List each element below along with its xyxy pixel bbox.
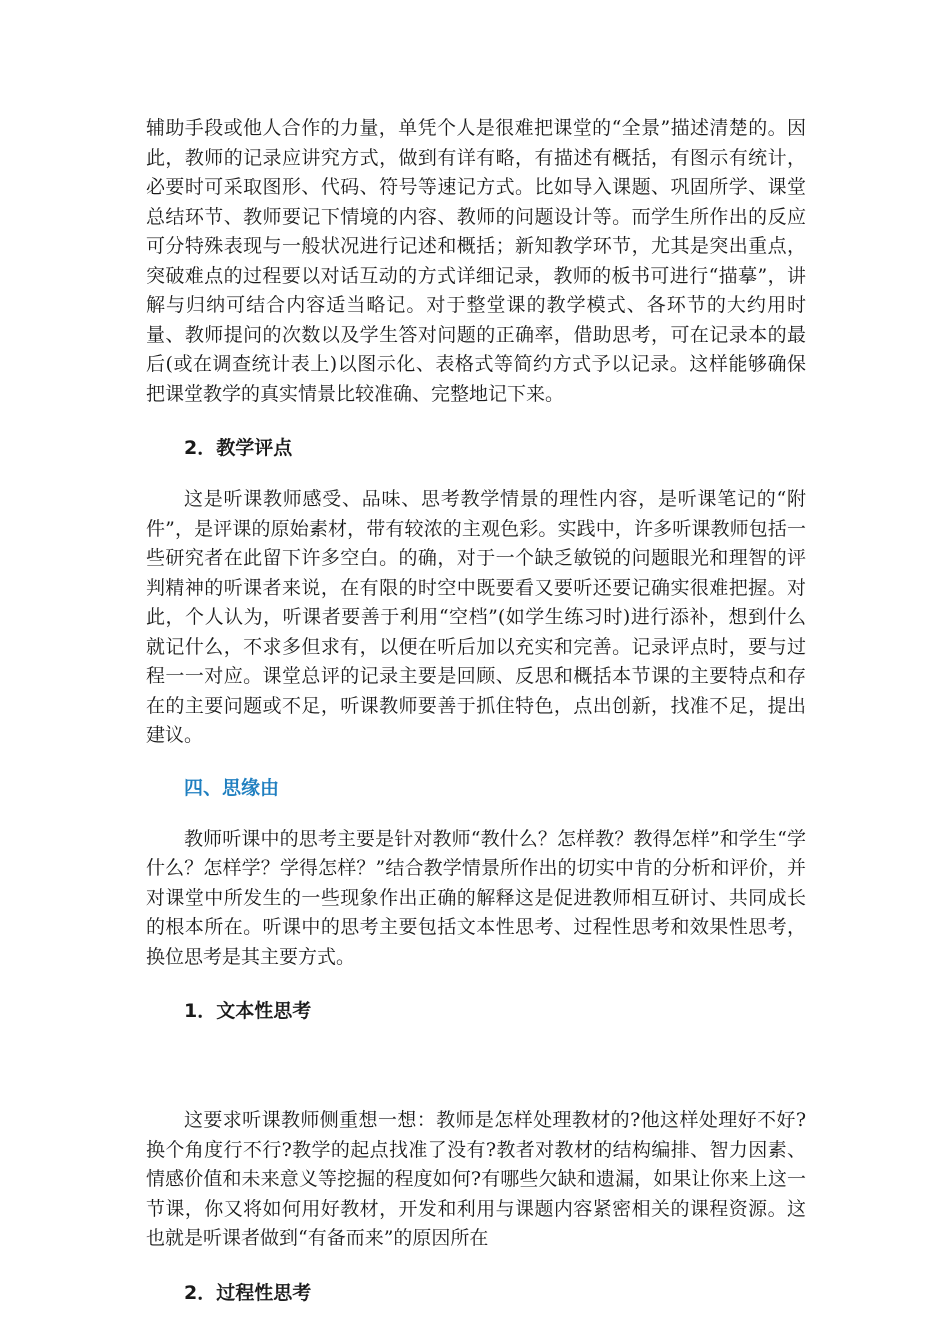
heading-teaching-comments: 2．教学评点 [184,437,293,459]
paragraph-textual-thinking: 这要求听课教师侧重想一想：教师是怎样处理教材的?他这样处理好不好?换个角度行不行?教学的起点找准了没有?教者对教材的结构编排、智力因素、情感价值和未来意义等挖掘的程度如何?有哪些欠缺和遗漏，如果让你来上这一节课，你又将如何用好教材，开发和利用与课题内容紧密相关的课程资源。这也就是听课者做到“有备而来”的原因所在 [146,1109,806,1249]
paragraph-recording-methods: 辅助手段或他人合作的力量，单凭个人是很难把课堂的“全景”描述清楚的。因此，教师的记录应讲究方式，做到有详有略，有描述有概括，有图示有统计，必要时可采取图形、代码、符号等速记方式。比如导入课题、巩固所学、课堂总结环节、教师要记下情境的内容、教师的问题设计等。而学生所作出的反应可分特殊表现与一般状况进行记述和概括；新知教学环节，尤其是突出重点，突破难点的过程要以对话互动的方式详细记录，教师的板书可进行“描摹”，讲解与归纳可结合内容适当略记。对于整堂课的教学模式、各环节的大约用时量、教师提问的次数以及学生答对问题的正确率，借助思考，可在记录本的最后(或在调查统计表上)以图示化、表格式等简约方式予以记录。这样能够确保把课堂教学的真实情景比较准确、完整地记下来。 [146,117,806,405]
spacer [146,1026,806,1106]
spacer [146,751,806,773]
heading-textual-thinking: 1．文本性思考 [184,1000,312,1022]
document-body [146,114,806,1308]
paragraph-thinking-overview: 教师听课中的思考主要是针对教师“教什么？怎样教？教得怎样”和学生“学什么？怎样学？学得怎样？”结合教学情景所作出的切实中肯的分析和评价，并对课堂中所发生的一些现象作出正确的解释这是促进教师相互研讨、共同成长的根本所在。听课中的思考主要包括文本性思考、过程性思考和效果性思考，换位思考是其主要方式。 [146,827,806,968]
spacer [146,409,806,433]
spacer [146,1254,806,1278]
spacer [146,972,806,996]
heading-process-thinking: 2．过程性思考 [184,1281,312,1304]
section-heading-reasons: 四、思缘由 [184,776,280,799]
paragraph-teaching-comments: 这是听课教师感受、品味、思考教学情景的理性内容，是听课笔记的“附件”，是评课的原始素材，带有较浓的主观色彩。实践中，许多听课教师包括一些研究者在此留下许多空白。的确，对于一个缺乏敏锐的问题眼光和理智的评判精神的听课者来说，在有限的时空中既要看又要听还要记确实很难把握。对此，个人认为，听课者要善于利用“空档”(如学生练习时)进行添补，想到什么就记什么，不求多但求有，以便在听后加以充实和完善。记录评点时，要与过程一一对应。课堂总评的记录主要是回顾、反思和概括本节课的主要特点和存在的主要问题或不足，听课教师要善于抓住特色，点出创新，找准不足，提出建议。 [146,488,806,746]
spacer [146,803,806,825]
spacer [146,463,806,485]
